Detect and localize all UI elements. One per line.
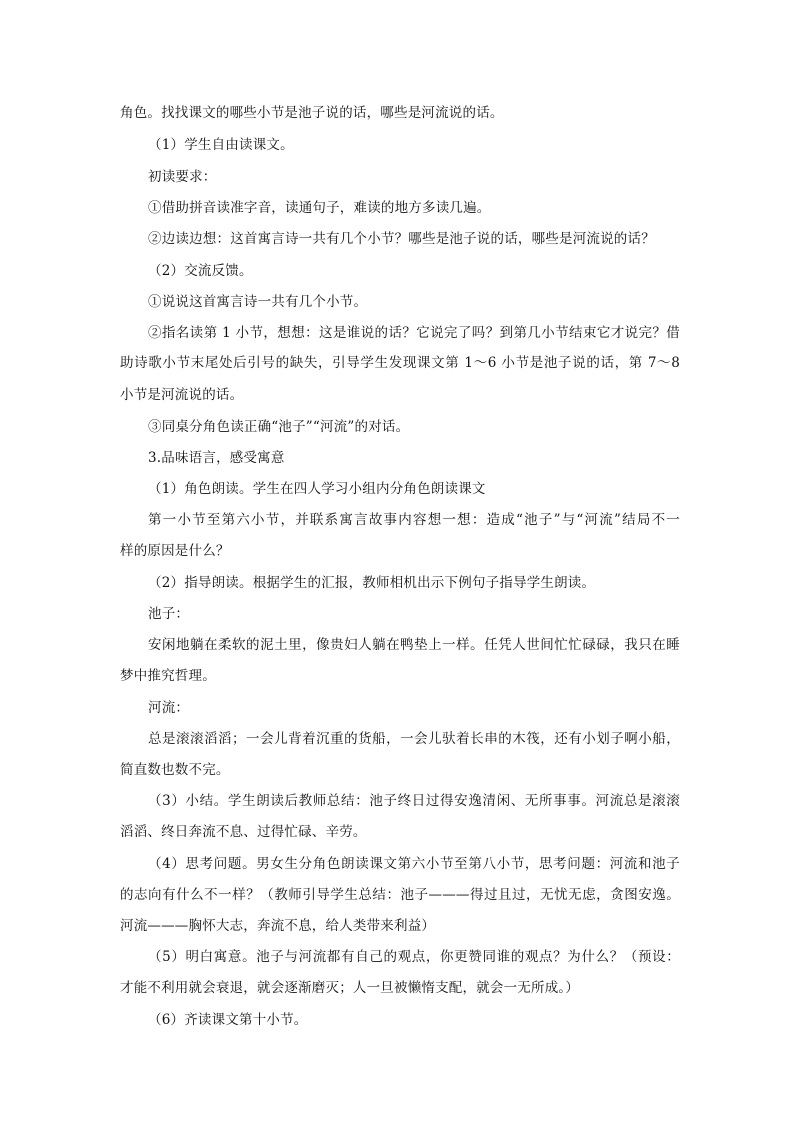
paragraph-line: ①说说这首寓言诗一共有几个小节。 <box>148 294 368 310</box>
paragraph-line: 样的原因是什么？ <box>120 543 230 559</box>
paragraph-line: 才能不利用就会衰退，就会逐渐磨灭；人一旦被懒惰支配，就会一无所成。） <box>120 980 580 996</box>
paragraph-line: 角色。找找课文的哪些小节是池子说的话，哪些是河流说的话。 <box>120 105 504 121</box>
paragraph-line: （1）学生自由读课文。 <box>148 137 294 153</box>
paragraph-line: 的志向有什么不一样？（教师引导学生总结：池子———得过且过，无忧无虑，贪图安逸。 <box>120 887 680 903</box>
paragraph-line: 河流： <box>148 700 190 716</box>
paragraph-line: 第一小节至第六小节，并联系寓言故事内容想一想：造成“池子”与“河流”结局不一 <box>148 512 680 528</box>
paragraph-line: （2）交流反馈。 <box>148 263 253 279</box>
paragraph-line: 河流———胸怀大志，奔流不息，给人类带来利益） <box>120 918 436 934</box>
paragraph-line: ②指名读第 1 小节，想想：这是谁说的话？它说完了吗？到第几小节结束它才说完？借 <box>148 325 680 341</box>
paragraph-line: （1）角色朗读。学生在四人学习小组内分角色朗读课文 <box>148 481 486 497</box>
paragraph-line: （6）齐读课文第十小节。 <box>148 1012 308 1028</box>
paragraph-line: 总是滚滚滔滔；一会儿背着沉重的货船，一会儿驮着长串的木筏，还有小划子啊小船， <box>148 731 680 747</box>
paragraph-line: 滔滔、终日奔流不息、过得忙碌、辛劳。 <box>120 824 367 840</box>
paragraph-line: ①借助拼音读准字音，读通句子，难读的地方多读几遍。 <box>148 200 491 216</box>
paragraph-line: 助诗歌小节末尾处后引号的缺失，引导学生发现课文第 1～6 小节是池子说的话，第 7～8 <box>120 355 680 371</box>
paragraph-line: 初读要求： <box>148 169 217 185</box>
paragraph-line: 安闲地躺在柔软的泥土里，像贵妇人躺在鸭垫上一样。任凭人世间忙忙碌碌，我只在睡 <box>148 637 680 653</box>
paragraph-line: 池子： <box>148 606 190 622</box>
paragraph-line: 梦中推究哲理。 <box>120 668 216 684</box>
paragraph-line: ②边读边想：这首寓言诗一共有几个小节？哪些是池子说的话，哪些是河流说的话？ <box>148 231 655 247</box>
paragraph-line: ③同桌分角色读正确“池子”“河流”的对话。 <box>148 419 410 435</box>
paragraph-line: （4）思考问题。男女生分角色朗读课文第六小节至第八小节，思考问题：河流和池子 <box>148 856 680 872</box>
paragraph-line: （5）明白寓意。池子与河流都有自己的观点，你更赞同谁的观点？为什么？（预设： <box>148 949 680 965</box>
paragraph-line: 小节是河流说的话。 <box>120 387 244 403</box>
section-heading: 3.品味语言，感受寓意 <box>148 450 285 466</box>
paragraph-line: （2）指导朗读。根据学生的汇报，教师相机出示下例句子指导学生朗读。 <box>148 575 596 591</box>
paragraph-line: （3）小结。学生朗读后教师总结：池子终日过得安逸清闲、无所事事。河流总是滚滚 <box>148 793 680 809</box>
paragraph-line: 简直数也数不完。 <box>120 762 230 778</box>
